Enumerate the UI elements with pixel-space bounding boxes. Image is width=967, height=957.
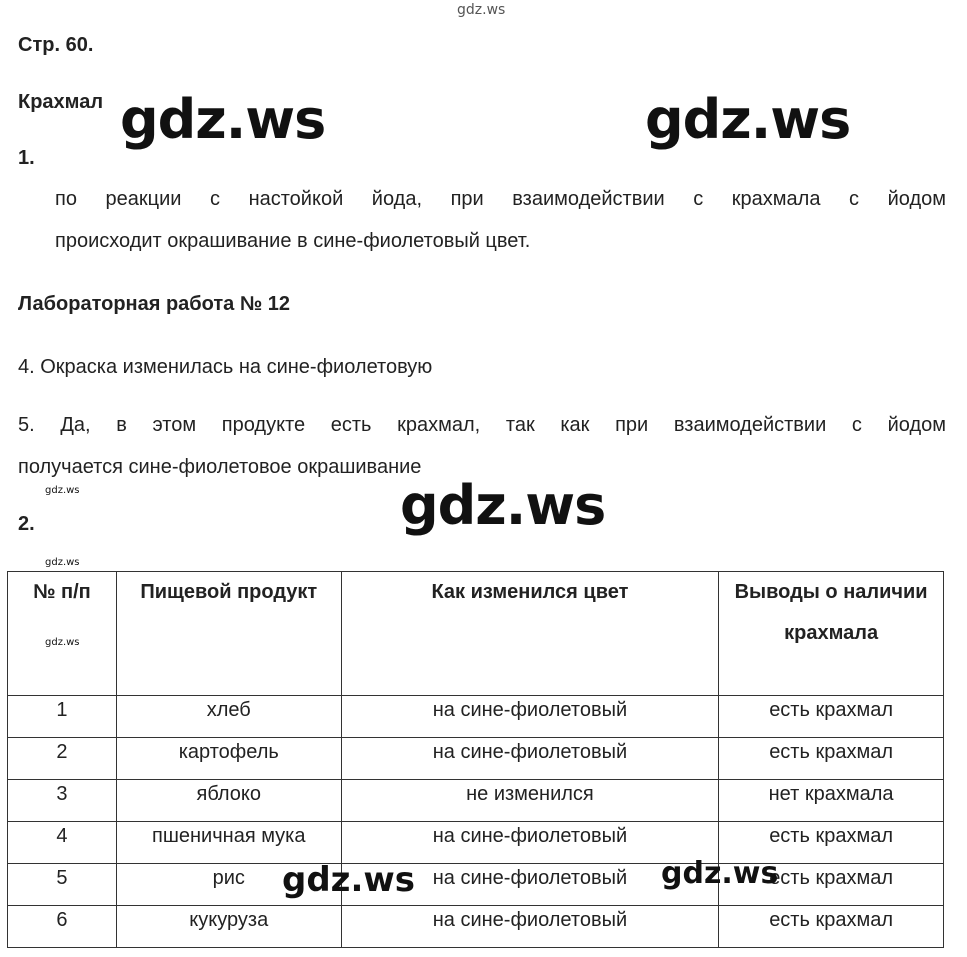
cell-number: 5: [8, 864, 117, 906]
table-row: [8, 696, 944, 738]
table-header-row: [8, 572, 944, 696]
cell-conclusion: есть крахмал: [719, 696, 944, 738]
watermark-big: gdz.ws: [120, 88, 326, 151]
header-conclusion: Выводы о наличии крахмала: [719, 572, 944, 696]
cell-conclusion: нет крахмала: [719, 780, 944, 822]
cell-number: 3: [8, 780, 117, 822]
answer-text-line: по реакции с настойкой йода, при взаимодействии с крахмала с йодом: [55, 188, 946, 210]
answer-text-line: происходит окрашивание в сине-фиолетовый цвет.: [55, 230, 531, 252]
cell-color-change: не изменился: [341, 780, 719, 822]
table-row: [8, 738, 944, 780]
cell-color-change: на сине-фиолетовый: [341, 906, 719, 948]
watermark-big: gdz.ws: [400, 474, 606, 537]
cell-product: яблоко: [116, 780, 341, 822]
header-number: № п/п: [8, 572, 117, 696]
cell-conclusion: есть крахмал: [719, 906, 944, 948]
section-title: Крахмал: [18, 91, 104, 113]
cell-product: картофель: [116, 738, 341, 780]
table-row: [8, 864, 944, 906]
watermark-top: gdz.ws: [457, 2, 506, 18]
watermark-small: gdz.ws: [45, 485, 80, 496]
watermark-mid: gdz.ws: [661, 856, 779, 891]
cell-color-change: на сине-фиолетовый: [341, 738, 719, 780]
page-label: Стр. 60.: [18, 34, 94, 56]
watermark-small: gdz.ws: [45, 557, 80, 568]
cell-conclusion: есть крахмал: [719, 864, 944, 906]
cell-color-change: на сине-фиолетовый: [341, 822, 719, 864]
table-row: [8, 906, 944, 948]
lab-item-5-line: 5. Да, в этом продукте есть крахмал, так как при взаимодействии с йодом: [18, 414, 946, 436]
cell-conclusion: есть крахмал: [719, 738, 944, 780]
watermark-small: gdz.ws: [45, 637, 80, 648]
lab-item-5-line: получается сине-фиолетовое окрашивание: [18, 456, 422, 478]
question-number: 2.: [18, 513, 35, 535]
lab-title: Лабораторная работа № 12: [18, 293, 290, 315]
watermark-mid: gdz.ws: [282, 860, 416, 900]
cell-product: хлеб: [116, 696, 341, 738]
cell-color-change: на сине-фиолетовый: [341, 864, 719, 906]
cell-number: 4: [8, 822, 117, 864]
cell-product: рис: [116, 864, 341, 906]
cell-number: 2: [8, 738, 117, 780]
results-table: [7, 571, 944, 948]
cell-color-change: на сине-фиолетовый: [341, 696, 719, 738]
header-product: Пищевой продукт: [116, 572, 341, 696]
header-color-change: Как изменился цвет: [341, 572, 719, 696]
lab-item-4: 4. Окраска изменилась на сине-фиолетовую: [18, 356, 433, 378]
cell-conclusion: есть крахмал: [719, 822, 944, 864]
cell-product: кукуруза: [116, 906, 341, 948]
watermark-big: gdz.ws: [645, 88, 851, 151]
cell-number: 6: [8, 906, 117, 948]
table-row: [8, 822, 944, 864]
table-row: [8, 780, 944, 822]
question-number: 1.: [18, 147, 35, 169]
cell-number: 1: [8, 696, 117, 738]
cell-product: пшеничная мука: [116, 822, 341, 864]
